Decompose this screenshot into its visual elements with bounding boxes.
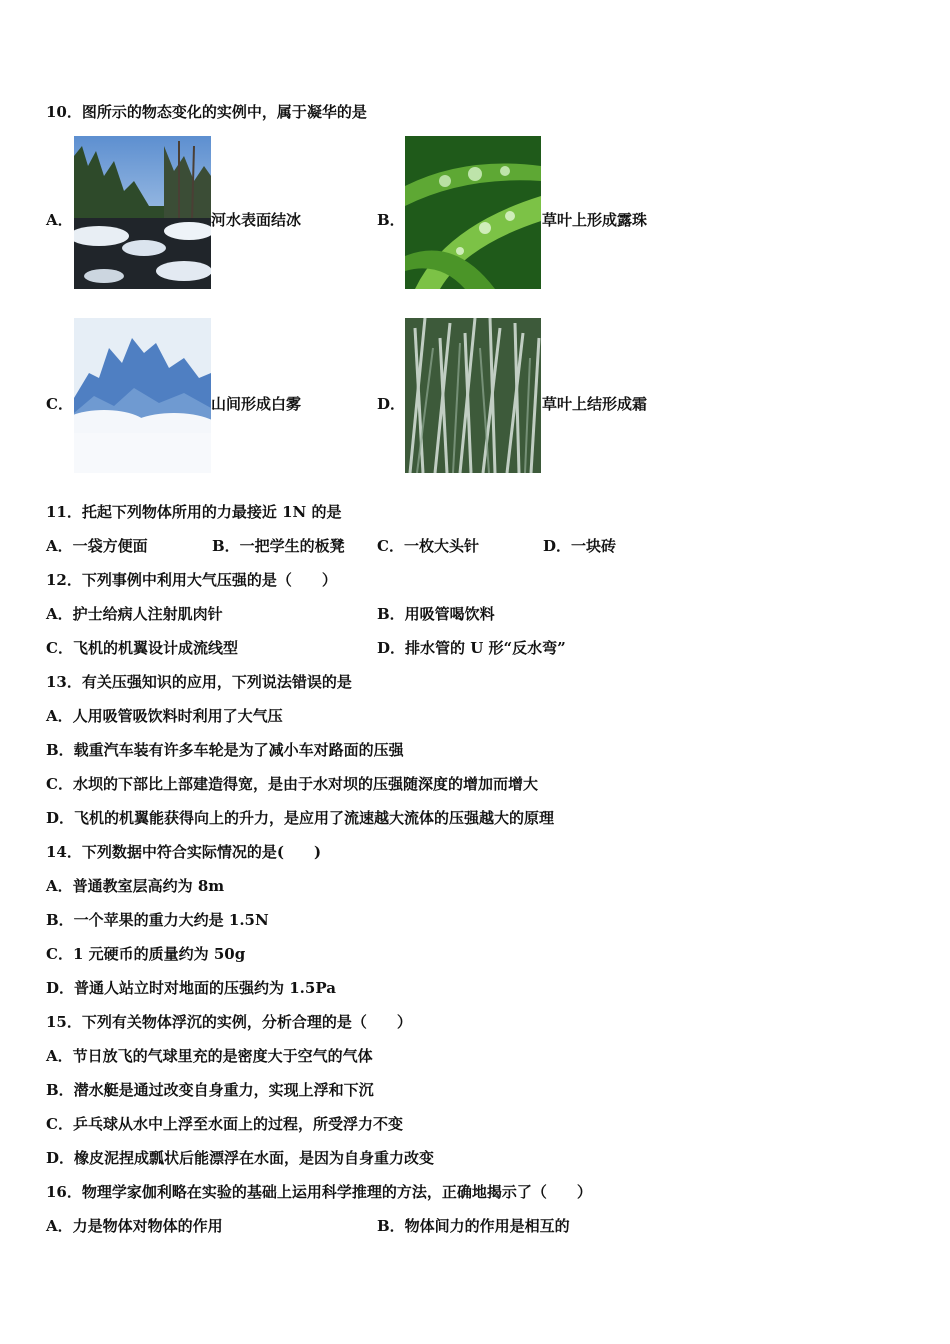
q15-option-c: C．乒乓球从水中上浮至水面上的过程，所受浮力不变 bbox=[46, 1115, 403, 1133]
q10-option-b-label: B． bbox=[377, 211, 405, 229]
q11-option-d: D．一块砖 bbox=[543, 537, 617, 555]
q16-option-b: B．物体间力的作用是相互的 bbox=[377, 1217, 570, 1235]
q10-option-c-text: 山间形成白雾 bbox=[211, 395, 302, 413]
q10-option-d-label: D． bbox=[377, 395, 406, 413]
q10-option-b-text: 草叶上形成露珠 bbox=[542, 211, 648, 229]
river-ice-image bbox=[74, 136, 211, 289]
q12-option-d: D．排水管的 U 形“反水弯” bbox=[377, 639, 566, 657]
q14-option-b: B．一个苹果的重力大约是 1.5N bbox=[46, 911, 269, 929]
q11-stem: 11．托起下列物体所用的力最接近 1N 的是 bbox=[46, 503, 342, 521]
q14-option-c: C．1 元硬币的质量约为 50g bbox=[46, 945, 246, 963]
q10-option-a-label: A． bbox=[46, 211, 73, 229]
q13-option-b: B．载重汽车装有许多车轮是为了减小车对路面的压强 bbox=[46, 741, 404, 759]
q13-option-d: D．飞机的机翼能获得向上的升力，是应用了流速越大流体的压强越大的原理 bbox=[46, 809, 555, 827]
q10-option-d-text: 草叶上结形成霜 bbox=[542, 395, 648, 413]
q12-option-c: C．飞机的机翼设计成流线型 bbox=[46, 639, 238, 657]
dew-leaf-image bbox=[405, 136, 541, 289]
q12-option-a: A．护士给病人注射肌肉针 bbox=[46, 605, 223, 623]
q15-option-b: B．潜水艇是通过改变自身重力，实现上浮和下沉 bbox=[46, 1081, 374, 1099]
q16-option-a: A．力是物体对物体的作用 bbox=[46, 1217, 223, 1235]
q11-option-a: A．一袋方便面 bbox=[46, 537, 148, 555]
q14-stem: 14．下列数据中符合实际情况的是( ) bbox=[46, 843, 322, 861]
mountain-fog-image bbox=[74, 318, 211, 473]
frost-grass-image bbox=[405, 318, 541, 473]
q16-stem: 16．物理学家伽利略在实验的基础上运用科学推理的方法，正确地揭示了（ ） bbox=[46, 1183, 592, 1201]
q13-option-c: C．水坝的下部比上部建造得宽，是由于水对坝的压强随深度的增加而增大 bbox=[46, 775, 538, 793]
q14-option-d: D．普通人站立时对地面的压强约为 1.5Pa bbox=[46, 979, 336, 997]
q13-stem: 13．有关压强知识的应用，下列说法错误的是 bbox=[46, 673, 352, 691]
q15-option-d: D．橡皮泥捏成瓢状后能漂浮在水面，是因为自身重力改变 bbox=[46, 1149, 435, 1167]
q11-option-b: B．一把学生的板凳 bbox=[212, 537, 345, 555]
q11-option-c: C．一枚大头针 bbox=[377, 537, 479, 555]
q12-stem: 12．下列事例中利用大气压强的是（ ） bbox=[46, 571, 337, 589]
q10-option-a-text: 河水表面结冰 bbox=[211, 211, 302, 229]
q13-option-a: A．人用吸管吸饮料时利用了大气压 bbox=[46, 707, 283, 725]
q15-stem: 15．下列有关物体浮沉的实例，分析合理的是（ ） bbox=[46, 1013, 412, 1031]
q15-option-a: A．节日放飞的气球里充的是密度大于空气的气体 bbox=[46, 1047, 373, 1065]
q12-option-b: B．用吸管喝饮料 bbox=[377, 605, 495, 623]
q10-stem: 10．图所示的物态变化的实例中，属于凝华的是 bbox=[46, 103, 367, 121]
q14-option-a: A．普通教室层高约为 8m bbox=[46, 877, 225, 895]
q10-option-c-label: C． bbox=[46, 395, 73, 413]
